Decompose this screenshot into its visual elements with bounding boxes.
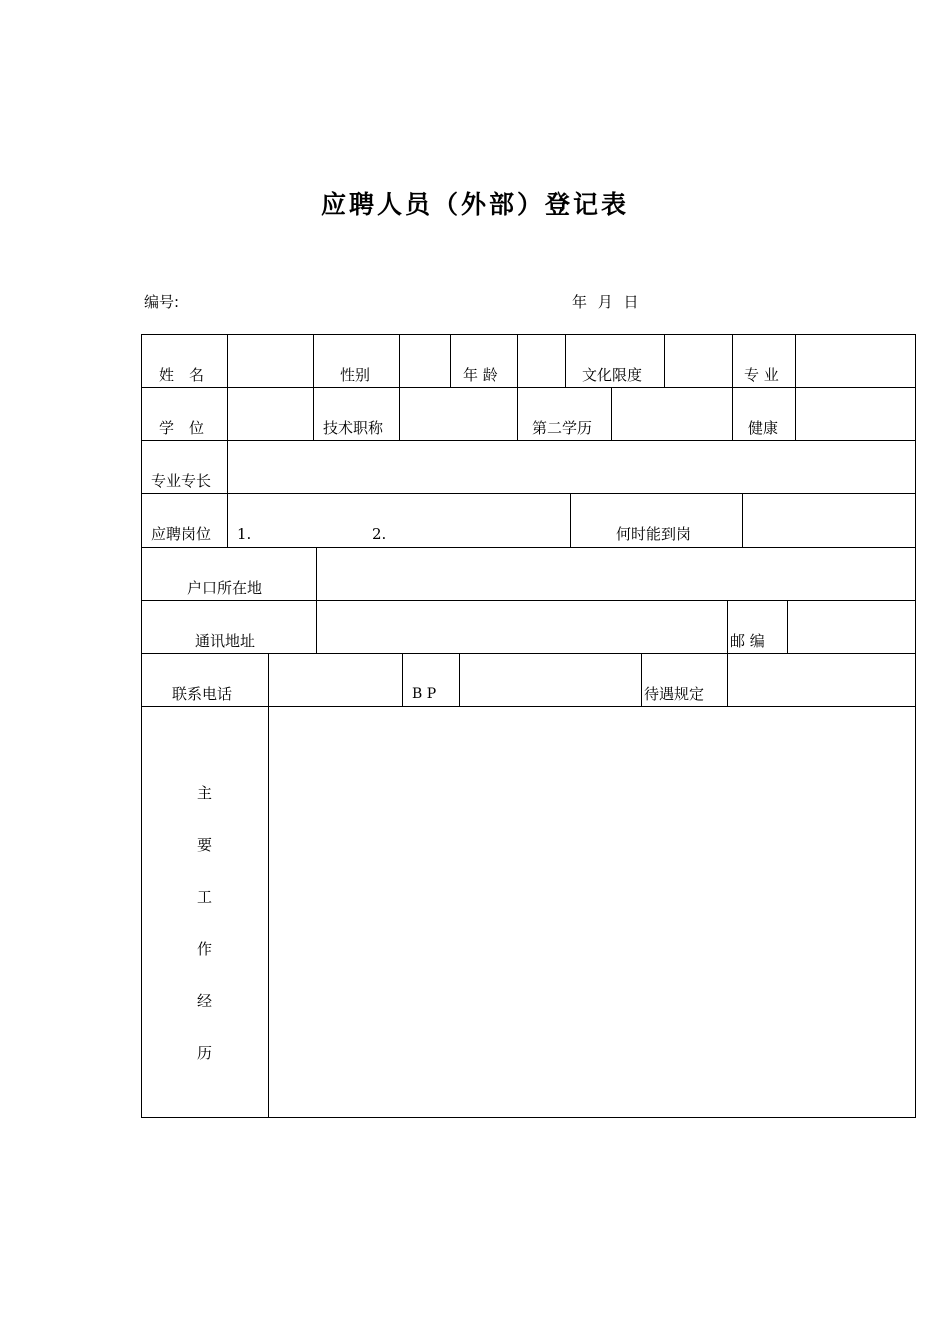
cell-divider — [732, 387, 733, 440]
row-divider — [141, 440, 916, 441]
cell-divider — [517, 334, 518, 387]
form-date-label: 年 月 日 — [572, 293, 639, 311]
cell-divider — [227, 440, 228, 493]
cell-divider — [664, 334, 665, 387]
cell-divider — [268, 653, 269, 706]
gender-label: 性别 — [340, 366, 371, 384]
education-level-label: 文化限度 — [582, 366, 643, 384]
table-border-right — [915, 334, 916, 1118]
cell-divider — [399, 334, 400, 387]
degree-label: 学 位 — [159, 419, 205, 437]
address-label: 通讯地址 — [195, 632, 256, 650]
hukou-label: 户口所在地 — [187, 579, 263, 597]
cell-divider — [565, 334, 566, 387]
row-divider — [141, 387, 916, 388]
cell-divider — [742, 493, 743, 547]
cell-divider — [611, 387, 612, 440]
cell-divider — [313, 387, 314, 440]
cell-divider — [795, 334, 796, 387]
form-number-label: 编号: — [144, 293, 180, 311]
major-label: 专 业 — [744, 366, 779, 384]
registration-table — [141, 334, 916, 1118]
form-title: 应聘人员（外部）登记表 — [320, 190, 629, 219]
health-label: 健康 — [748, 419, 779, 437]
cell-divider — [795, 387, 796, 440]
cell-divider — [727, 653, 728, 706]
table-border-bottom — [141, 1117, 916, 1118]
cell-divider — [787, 600, 788, 653]
cell-divider — [399, 387, 400, 440]
salary-label: 待遇规定 — [644, 685, 705, 703]
row-divider — [141, 600, 916, 601]
start-time-label: 何时能到岗 — [616, 525, 692, 543]
cell-divider — [641, 653, 642, 706]
cell-divider — [316, 600, 317, 653]
cell-divider — [316, 547, 317, 600]
table-border-left — [141, 334, 142, 1118]
row-divider — [141, 547, 916, 548]
cell-divider — [459, 653, 460, 706]
position-option-2: 2. — [372, 525, 387, 543]
row-divider — [141, 653, 916, 654]
cell-divider — [268, 706, 269, 1117]
experience-char: 经 — [197, 992, 213, 1010]
cell-divider — [313, 334, 314, 387]
cell-divider — [732, 334, 733, 387]
cell-divider — [517, 387, 518, 440]
cell-divider — [227, 387, 228, 440]
cell-divider — [402, 653, 403, 706]
bp-label: B P — [412, 686, 437, 702]
row-divider — [141, 493, 916, 494]
table-border-top — [141, 334, 916, 335]
row-divider — [141, 706, 916, 707]
cell-divider — [227, 493, 228, 547]
tech-title-label: 技术职称 — [323, 419, 384, 437]
experience-char: 主 — [197, 784, 213, 802]
age-label: 年 龄 — [463, 366, 498, 384]
experience-char: 历 — [197, 1044, 213, 1062]
cell-divider — [570, 493, 571, 547]
specialty-label: 专业专长 — [151, 472, 212, 490]
name-label: 姓 名 — [159, 366, 205, 384]
second-degree-label: 第二学历 — [532, 419, 593, 437]
cell-divider — [227, 334, 228, 387]
position-option-1: 1. — [237, 525, 252, 543]
experience-char: 工 — [197, 888, 213, 906]
phone-label: 联系电话 — [172, 685, 233, 703]
postcode-label: 邮 编 — [730, 632, 765, 650]
cell-divider — [727, 600, 728, 653]
position-label: 应聘岗位 — [151, 525, 212, 543]
experience-char: 作 — [197, 940, 213, 958]
experience-char: 要 — [197, 836, 213, 854]
cell-divider — [450, 334, 451, 387]
